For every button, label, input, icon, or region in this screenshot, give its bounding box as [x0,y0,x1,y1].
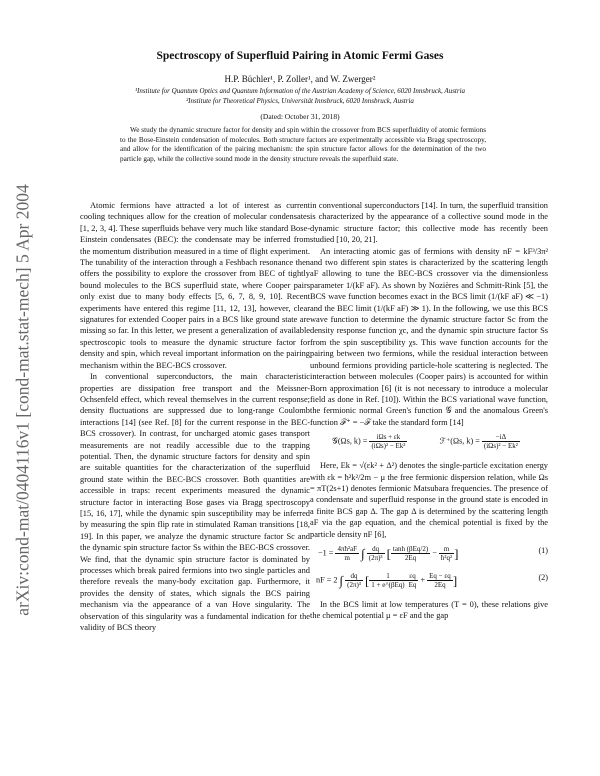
eq2-measure-den: (2π)³ [347,580,361,589]
eq1-measure-den: (2π)³ [368,553,383,562]
arxiv-sidebar [10,80,36,720]
author-list: H.P. Büchler¹, P. Zoller¹, and W. Zwerger² [224,74,376,84]
paragraph: in conventional superconductors [14]. In turn, the superfluid transition is characterized by the appearance of a collective sound mode in the dynamic structure factor; this collective mode has recently been studied [10, 20, 21]. [310,201,548,245]
left-bracket: [ [386,545,391,561]
arxiv-identifier: arXiv:cond-mat/0404116v1 [cond-mat.stat-mech] 5 Apr 2004 [12,184,33,616]
integral-sign: ∫ [361,545,365,561]
eq1-measure-num: dq [367,545,385,554]
green-lhs: 𝒢(Ωs, k) = [332,436,368,446]
paragraph: In conventional superconductors, the main characteristic properties are dissipation free transport and the Meissner-Ochsenfeld effect, which reveal themselves in the current response; density fluctuations are suppressed due to long-range Coulomb interactions [14] (see Ref. [8] for the current response in the BEC-BCS crossover). In contrast, for uncharged atomic gases transport measurements are not readily accessible due to the trapping potential. Then, the dynamic structure factors for density and spin are suitable quantities for the characterization of the superfluid ground state within the BEC-BCS crossover. Both quantities are accessible in traps: recent experiments measured the dynamic structure factor in interacting Bose gases via Bragg spectroscopy [15, 16, 17], while the dynamic spin susceptibility may be inferred by measuring the spin flip rate in stimulated Raman transitions [18, 19]. In this paper, we analyze the dynamic structure factor Sc and the dynamic spin structure factor Ss within the BEC-BCS crossover. We find, that the dynamic spin structure factor is dominated by processes which break paired fermions into two single particles and therefore reveals the many-body excitation gap. Furthermore, it provides the density of states, which signals the BCS pairing mechanism via the appearance of a van Hove singularity. The observation of this singularity was a fundamental indication for the validity of BCS theory [80,372,310,633]
green-numerator: iΩs + εk [369,433,407,442]
left-column [80,200,310,633]
eq1-term2-den: ħ²q² [440,553,453,562]
eq2-prefactor: 2 [333,575,338,585]
eq1-prefactor-num: 4πħ²aF [337,544,358,553]
eq1-prefactor-den: m [344,553,350,562]
eq2-term1-den: 1 + e^(βEq) [371,580,405,589]
right-bracket: ] [452,572,458,588]
equation-number-2: (2) [538,572,548,582]
eq2-term1-num: 1 [369,572,406,581]
affiliation-2: ²Institute for Theoretical Physics, Universität Innsbruck, 6020 Innsbruck, Austria [186,97,414,105]
eq2-term3-num: Eq − εq [429,571,451,580]
affiliation-1: ¹Institute for Quantum Optics and Quantum Information of the Austrian Academy of Science, 6020 Innsbruck, Austria [134,87,466,95]
density-equation: nF = 2 ∫ $\frac{dq}{\text{(2π)³}}$ [ $\frac{1}{\text{1 + e\textasciicircum{}(βEq)}}$ $\frac{\varepsilon q}{Eq}$ + $\frac{Eq - \varepsilon q}{2Eq}$ ] (2) [316,571,548,589]
anomalous-numerator: −iΔ [482,433,520,442]
paper-title: Spectroscopy of Superfluid Pairing in Atomic Fermi Gases [156,50,444,62]
eq2-term2-den: Eq [408,580,417,589]
green-denominator: (iΩs)² − Ek² [371,442,406,451]
eq2-lhs: nF = [316,575,332,585]
paragraph: Here, Ek = √(εk² + Δ²) denotes the single-particle excitation energy with εk = ħ²k²/2m − μ the free fermionic dispersion relation, while Ωs = πT(2s+1) denotes fermionic Matsubara frequencies. The presence of a condensate and superfluid response in the ground state is encoded in a finite BCS gap Δ. The gap Δ is determined by the scattering length aF via the gap equation, and the chemical potential is fixed by the particle density nF [6], [310,461,548,539]
eq1-lhs: −1 = [318,548,334,558]
eq2-term3-den: 2Eq [434,580,446,589]
equation-number-1: (1) [538,545,548,555]
eq1-term1-num: tanh (βEq/2) [392,544,429,553]
anomalous-lhs: ℱ⁺(Ωs, k) = [439,436,480,446]
eq2-measure-num: dq [345,572,363,581]
left-bracket: [ [364,572,370,588]
paragraph: Atomic fermions have attracted a lot of interest as current cooling techniques allow for the creation of molecular condensates [1, 2, 3, 4]. These superfluids behave very much like standard Bose-Einstein condensates (BEC): the condensate may be inferred from the momentum distribution measured in a time of flight experiment. The tunability of the interaction through a Feshbach resonance then offers the possibility to explore the crossover from BEC of tightly bound molecules to the BCS superfluid state, where Cooper pairs only exist due to many body effects [5, 6, 7, 8, 9, 10]. Recent experiments have entered this regime [11, 12, 13], however, clear signatures for extended Cooper pairs in a BCS like ground state are missing so far. In this letter, we present a generalization of available spectroscopic tools to measure the dynamic structure factor for density and spin, which reveal important information on the pairing mechanism within the BEC-BCS crossover. [80,201,310,370]
integral-sign: ∫ [339,572,344,588]
anomalous-denominator: (iΩs)² − Ek² [483,442,518,451]
green-functions-equation [310,433,548,455]
right-column [310,200,548,622]
paragraph: An interacting atomic gas of fermions with density nF = kF³/3π² and two different spin states is characterized by the scattering length aF allowing to tune the BEC-BCS crossover via the dimensionless parameter 1/(kF aF). As shown by Nozières and Schmitt-Rink [5], the BCS wave function becomes exact in the BCS limit (1/(kF aF) ≪ −1) and the BEC limit (1/(kF aF) ≫ 1). In the following, we use this BCS wave function to determine the dynamic structure factor Sc from the density response function χc, and the dynamic spin structure factor Ss from the spin susceptibility χs. This wave function accounts for the pairing between two fermions, while the residual interaction between unbound fermions providing particle-hole scattering is neglected. The interaction between molecules (Cooper pairs) is accounted for within Born approximation [6] (it is not necessary to introduce a molecular field as done in Ref. [10]). Within the BCS variational wave function, the fermionic normal Green's function 𝒢 and the anomalous Green's function ℱ⁺ = −ℱ take the standard form [14] [310,246,548,427]
eq1-term1-den: 2Eq [404,553,417,562]
abstract: We study the dynamic structure factor for density and spin within the crossover from BCS superfluidity of atomic fermions to the Bose-Einstein condensation of molecules. Both structure factors are experimentally accessible via Bragg spectroscopy, and allow for the identification of the pairing mechanism: the spin structure factor allows for the determination of the two particle gap, while the collective sound mode in the density structure reveals the superfluid state. [120,126,486,163]
eq1-term2-num: m [439,545,454,554]
right-bracket: ] [454,545,459,561]
eq2-term2-num: εq [407,572,419,581]
date-line: (Dated: October 31, 2018) [260,112,340,121]
gap-equation: −1 = $\frac{\text{4πħ²aF}}{m}$ ∫ $\frac{dq}{\text{(2π)³}}$ [ $\frac{\text{tanh (βEq/2)}}{2Eq}$ − $\frac{m}{\text{ħ²q²}}$ ] (1) [318,544,548,562]
paragraph: In the BCS limit at low temperatures (T = 0), these relations give the chemical potential μ = εF and the gap [310,599,548,621]
